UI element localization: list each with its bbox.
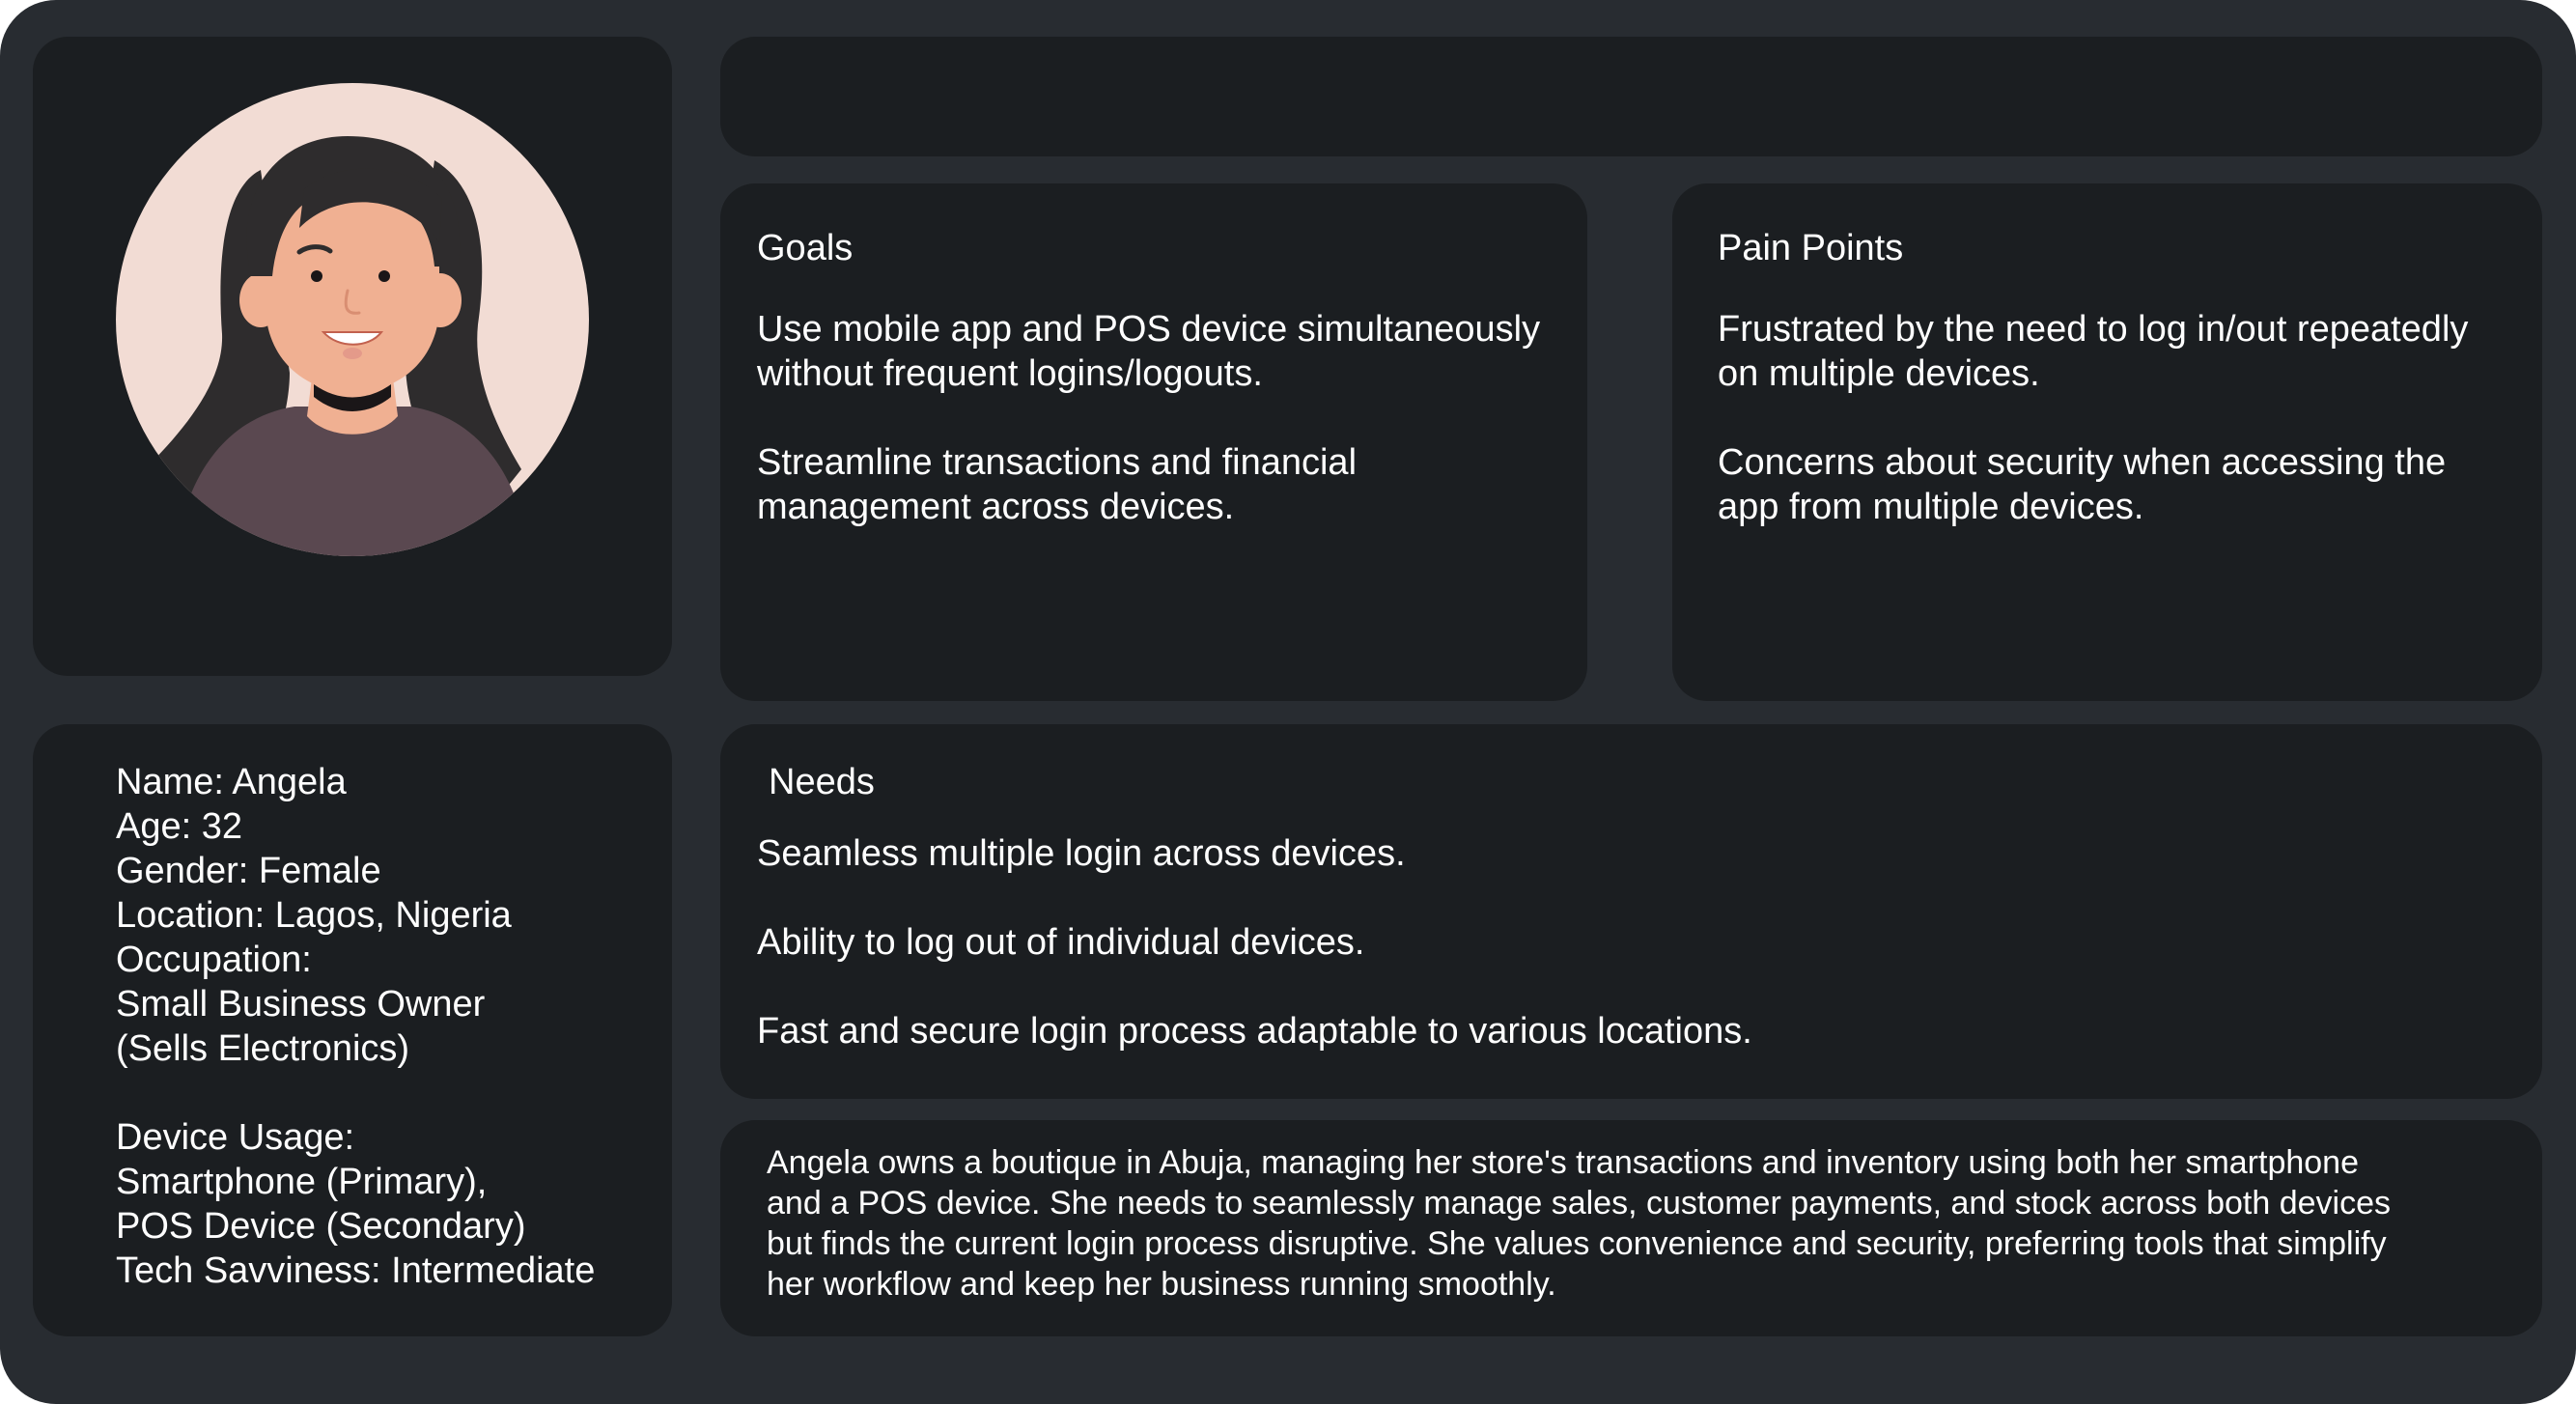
bio-card (720, 1120, 2542, 1336)
persona-name: Name: Angela (116, 762, 347, 802)
need-item: Fast and secure login process adaptable to various locations. (757, 1011, 1752, 1052)
goal-item: Streamline transactions and financial management across devices. (757, 442, 1358, 527)
need-item: Seamless multiple login across devices. (757, 833, 1406, 874)
persona-occupation-value: Small Business Owner (116, 984, 486, 1025)
pain-point-item: Concerns about security when accessing the app from multiple devices. (1718, 442, 2447, 527)
persona-tech-savviness: Tech Savviness: Intermediate (116, 1250, 596, 1291)
persona-device-usage-label: Device Usage: (116, 1117, 355, 1158)
persona-info-card (33, 724, 672, 1336)
female-user-avatar-icon (116, 83, 589, 556)
persona-occupation-detail: (Sells Electronics) (116, 1028, 410, 1069)
avatar-card (33, 37, 672, 676)
persona-age: Age: 32 (116, 806, 242, 847)
persona-info-list (116, 760, 666, 1293)
goal-item: Use mobile app and POS device simultaneously without frequent logins/logouts. (757, 309, 1541, 394)
goals-card (720, 183, 1587, 701)
spacer (116, 1071, 666, 1115)
header-bar (720, 37, 2542, 156)
pain-points-title: Pain Points (1718, 228, 1904, 268)
need-item: Ability to log out of individual devices. (757, 922, 1365, 963)
persona-device-primary: Smartphone (Primary), (116, 1162, 488, 1202)
persona-bio: Angela owns a boutique in Abuja, managing her store's transactions and inventory using both her smartphone and a POS device. She needs to seamlessly manage sales, customer payments, and stock across both devices but finds the current login process disruptive. She values convenience and security, preferring tools that simplify her workflow and keep her business running smoothly. (767, 1144, 2391, 1303)
needs-title: Needs (769, 762, 875, 802)
persona-gender: Gender: Female (116, 851, 381, 891)
persona-device-secondary: POS Device (Secondary) (116, 1206, 526, 1247)
needs-card (720, 724, 2542, 1099)
goals-title: Goals (757, 228, 854, 268)
persona-location: Location: Lagos, Nigeria (116, 895, 512, 936)
persona-occupation-label: Occupation: (116, 940, 312, 980)
pain-points-card (1672, 183, 2542, 701)
pain-point-item: Frustrated by the need to log in/out repeatedly on multiple devices. (1718, 309, 2469, 394)
